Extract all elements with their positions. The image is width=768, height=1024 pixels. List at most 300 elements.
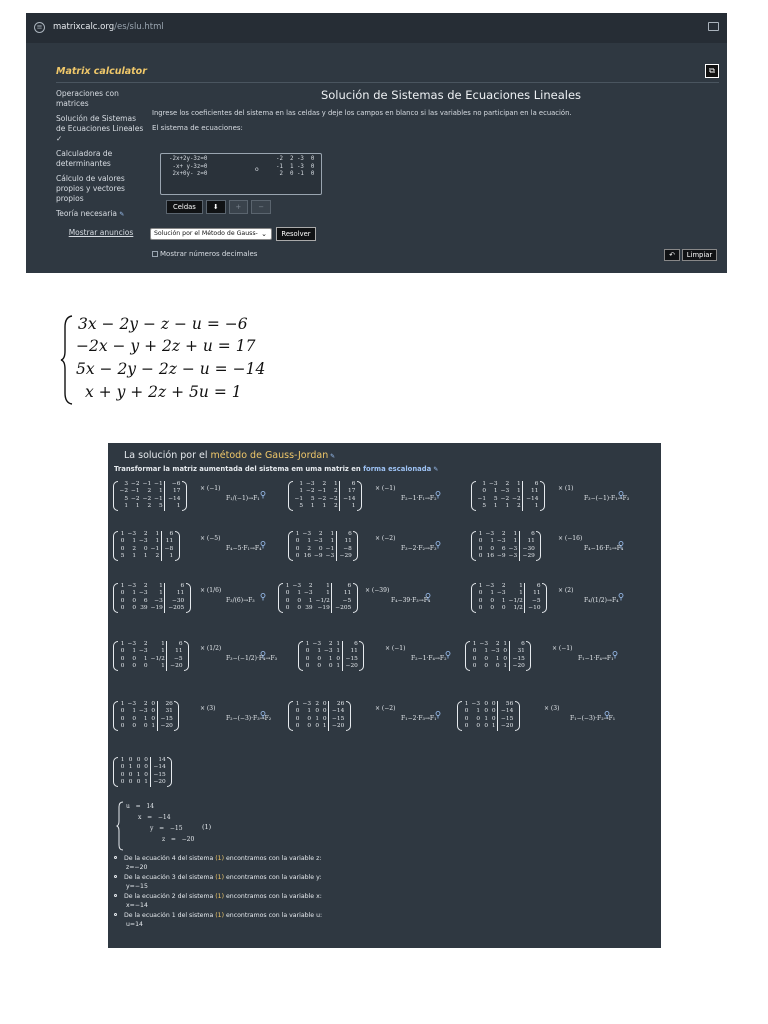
matrix-cell: −2 (131, 481, 140, 487)
matrix-cell: 2 (318, 531, 323, 537)
system-reference-label: (1) (202, 823, 212, 831)
matrix-cell: −1 (142, 481, 152, 487)
matrix-paren (113, 641, 118, 671)
matrix-cell: −2 (329, 495, 338, 502)
matrix-cell: 1 (161, 648, 165, 655)
matrix-cell: −15 (342, 656, 359, 663)
matrix-cell: 2 (143, 641, 148, 647)
row-multiplier: × (1) (558, 485, 574, 492)
matrix-cell: −15 (150, 772, 167, 779)
matrix-table (303, 641, 359, 671)
matrix-paren (113, 531, 118, 561)
matrix-cell: 6 (523, 481, 540, 488)
download-button[interactable]: ⬇ (206, 200, 226, 214)
info-icon[interactable] (260, 534, 266, 542)
matrix-row (283, 590, 353, 597)
matrix-cell: 2 (516, 503, 521, 510)
clear-button[interactable]: Limpiar (682, 249, 717, 261)
equations-textarea[interactable] (160, 153, 322, 195)
equation-1: 3x − 2y − z − u = −6 (78, 315, 248, 333)
matrix-cell: 56 (498, 701, 515, 708)
augmented-matrix (118, 641, 184, 671)
row-multiplier: × (2) (558, 587, 574, 594)
matrix-cell: 1 (493, 503, 498, 510)
row-operation: F₃−2·F₂→F₃ (401, 545, 437, 552)
matrix-cell: 0 (478, 538, 483, 545)
matrix-paren (515, 701, 520, 731)
matrix-cell: 0 (478, 545, 483, 552)
matrix-cell: 1 (336, 648, 341, 655)
matrix-cell: 3 (124, 481, 129, 487)
matrix-paren (167, 757, 172, 787)
matrix-cell: 1 (503, 641, 508, 647)
matrix-cell: −3 (127, 583, 137, 589)
matrix-cell: −14 (523, 496, 540, 503)
matrix-row (293, 531, 353, 538)
sidebar-item-linear-systems[interactable]: Solución de Sistemas de Ecuaciones Lineales ✓ (56, 114, 144, 143)
method-select[interactable]: Solución por el Método de Gauss- ⌄ (150, 228, 272, 240)
info-icon[interactable] (604, 704, 610, 712)
matrix-row (118, 488, 182, 495)
solution-title: La solución por el método de Gauss-Jordan ✎ (124, 450, 336, 461)
matrix-row (118, 503, 182, 510)
matrix-cell: 0 (484, 655, 489, 662)
matrix-paren (471, 583, 476, 613)
matrix-cell: 0 (295, 715, 300, 722)
matrix-cell: 0 (136, 757, 141, 763)
matrix-cell: 2 (147, 503, 152, 510)
matrix-cell: 0 (120, 715, 125, 722)
solution-subtitle: Transformar la matriz aumentada del sistema em uma matriz en forma escalonada ✎ (114, 465, 439, 473)
matrix-cell: −5 (332, 598, 353, 605)
matrix-cell: −1 (131, 488, 140, 495)
matrix-cell: 0 (491, 708, 496, 715)
matrix-cell: −15 (509, 656, 526, 663)
open-in-tab-icon[interactable] (708, 22, 719, 31)
matrix-cell: 0 (322, 701, 327, 707)
matrix-cell: −1 (477, 495, 487, 502)
matrix-cell: 1 (326, 590, 330, 597)
matrix-paren (465, 641, 470, 671)
matrix-cell: 2 (143, 701, 148, 707)
matrix-cell: 1 (333, 481, 338, 487)
matrix-cell: −1 (150, 545, 160, 552)
matrix-table (476, 583, 542, 613)
matrix-paren (471, 531, 476, 561)
matrix-cell: 1 (516, 488, 521, 495)
row-multiplier: × (−2) (375, 705, 396, 712)
matrix-cell: 0 (120, 663, 125, 670)
info-icon[interactable] (618, 484, 624, 492)
url-text[interactable]: matrixcalc.org/es/slu.html (53, 22, 164, 32)
matrix-table (283, 583, 353, 613)
matrix-cell: 11 (161, 538, 175, 545)
matrix-cell: 1 (505, 503, 510, 510)
matrix-row (293, 701, 346, 708)
final-system (116, 801, 216, 851)
list-item: De la ecuación 4 del sistema (1) encontramos con la variable z: z=−20 (114, 855, 654, 871)
matrix-cell: −5 (167, 656, 184, 663)
matrix-paren (182, 481, 187, 511)
solution-screenshot (108, 443, 661, 948)
matrix-cell: 0 (120, 764, 125, 771)
matrix-cell: 1 (155, 538, 160, 545)
matrix-cell: 0 (317, 663, 322, 670)
matrix-cell: 5 (299, 503, 304, 510)
row-multiplier: × (1/2) (200, 645, 222, 652)
matrix-cell: 11 (332, 590, 353, 597)
matrix-cell: −20 (498, 723, 515, 730)
matrix-cell: 0 (322, 708, 327, 715)
matrix-cell: −1/2 (508, 597, 523, 604)
matrix-row (462, 716, 515, 723)
matrix-cell: 26 (329, 701, 346, 708)
matrix-cell: 0 (295, 553, 300, 560)
matrix-cell: 2 (143, 531, 148, 537)
info-icon[interactable] (435, 534, 441, 542)
matrix-cell: 0 (464, 708, 469, 715)
matrix-cell: 0 (472, 655, 477, 662)
row-operation: F₂−1·F₁→F₂ (401, 495, 437, 502)
matrix-cell: 1 (315, 715, 320, 722)
matrix-paren (288, 701, 293, 731)
matrix-row (293, 538, 353, 545)
matrix-paren (288, 481, 293, 511)
matrix-cell: 1 (143, 655, 148, 662)
matrix-cell: 6 (332, 583, 353, 590)
matrix-cell: 0 (318, 545, 323, 552)
matrix-cell: 39 (305, 605, 313, 612)
matrix-cell: −30 (519, 546, 536, 553)
matrix-cell: 0 (132, 597, 137, 604)
undo-button[interactable]: ↶ (664, 249, 680, 261)
row-operation: F₄−5·F₁→F₄ (226, 545, 262, 552)
matrix-cell: −205 (332, 605, 353, 612)
matrix-row (476, 598, 542, 605)
matrix-cell: 0 (151, 715, 156, 722)
matrix-cell: 0 (478, 597, 483, 604)
matrix-cell: 6 (336, 531, 353, 538)
row-operation: F₄−16·F₂→F₄ (584, 545, 624, 552)
matrix-cell: 6 (340, 481, 357, 488)
matrix-cell: −3 (325, 553, 335, 560)
matrix-cell: −3 (306, 481, 315, 487)
matrix-cell: −3 (508, 553, 518, 560)
matrix-cell: 1 (305, 641, 310, 647)
add-button[interactable]: + (229, 200, 249, 214)
row-multiplier: × (3) (544, 705, 560, 712)
row-multiplier: × (−1) (552, 645, 573, 652)
matrix-cell: 0 (478, 605, 483, 612)
sidebar-item-theory[interactable]: Teoría necesaria ✎ (56, 209, 125, 218)
header-divider (56, 82, 719, 83)
sidebar-item-matrix-ops[interactable]: Operaciones con matrices (56, 89, 119, 108)
info-icon[interactable] (445, 644, 451, 652)
matrix-cell: 0 (144, 757, 148, 763)
matrix-cell: 1 (501, 597, 506, 604)
browser-url-bar[interactable] (26, 13, 727, 43)
matrix-cell: 0 (136, 764, 141, 771)
matrix-cell: −3 (139, 590, 148, 597)
matrix-cell: −2 (512, 495, 521, 502)
echelon-form-link[interactable]: forma escalonada (363, 465, 432, 473)
matrix-cell: 1 (132, 708, 137, 715)
final-eq-1: u = 14 (126, 803, 154, 810)
matrix-cell: −10 (525, 605, 542, 612)
matrix-cell: −14 (498, 708, 515, 715)
show-ads-link[interactable]: Mostrar anuncios (68, 228, 134, 237)
matrix-cell: −2 (500, 495, 510, 502)
matrix-row (476, 481, 540, 488)
matrix-table (118, 531, 175, 561)
info-icon[interactable] (435, 704, 441, 712)
matrix-cell: 0 (484, 708, 489, 715)
row-multiplier: × (1/6) (200, 587, 222, 594)
decimals-checkbox[interactable] (152, 251, 158, 257)
matrix-table (118, 583, 186, 613)
matrix-cell: 11 (342, 648, 359, 655)
textarea-or-label: o (255, 166, 259, 173)
matrix-row (462, 701, 515, 708)
row-operation: F₂−(−3)·F₃→F₂ (226, 715, 272, 722)
row-operation: F₄−39·F₃→F₄ (391, 597, 431, 604)
matrix-cell: −20 (157, 723, 174, 730)
augmented-matrix (293, 701, 346, 731)
matrix-cell: 0 (120, 538, 125, 545)
matrix-cell: 0 (317, 655, 322, 662)
remove-button[interactable]: − (251, 200, 271, 214)
matrix-cell: 1 (330, 531, 335, 537)
textarea-equations: -2x+2y-3z=0 -x+ y-3z=0 2x+0y- z=0 (169, 156, 208, 178)
gauss-jordan-link[interactable]: método de Gauss-Jordan (210, 450, 329, 461)
matrix-cell: 0 (151, 701, 156, 707)
matrix-cell: 1 (161, 663, 165, 670)
matrix-cell: 6 (167, 641, 184, 648)
matrix-cell: 2 (308, 583, 313, 589)
matrix-paren (175, 531, 180, 561)
matrix-cell: 1 (328, 655, 333, 662)
matrix-cell: 0 (285, 605, 290, 612)
matrix-cell: 2 (333, 488, 338, 495)
list-item: De la ecuación 3 del sistema (1) encontramos con la variable y: y=−15 (114, 874, 654, 890)
matrix-cell: 1 (472, 641, 477, 647)
matrix-row (118, 598, 186, 605)
row-operation: F₃/(6)→F₃ (226, 597, 255, 604)
matrix-cell: 0 (484, 701, 489, 707)
matrix-cell: −20 (167, 663, 184, 670)
list-item: De la ecuación 2 del sistema (1) encontramos con la variable x: x=−14 (114, 893, 654, 909)
matrix-cell: 0 (297, 597, 302, 604)
info-icon[interactable] (618, 586, 624, 594)
matrix-cell: −1 (154, 481, 163, 487)
matrix-cell: 1 (161, 553, 175, 560)
matrix-paren (186, 583, 191, 613)
matrix-cell: 2 (315, 701, 320, 707)
calculator-screenshot (26, 13, 727, 273)
matrix-row (283, 598, 353, 605)
matrix-cell: 1/2 (513, 605, 523, 612)
matrix-cell: 1 (340, 503, 357, 510)
matrix-table (293, 531, 353, 561)
equation-4: x + y + 2z + 5u = 1 (85, 383, 242, 401)
matrix-row (476, 546, 536, 553)
menu-icon[interactable]: ⧉ (705, 64, 719, 78)
decimals-toggle[interactable]: Mostrar números decimales (152, 250, 257, 258)
matrix-cell: 0 (295, 723, 300, 730)
matrix-cell: −3 (497, 590, 506, 597)
matrix-cell: 0 (132, 663, 137, 670)
matrix-cell: 1 (317, 648, 322, 655)
matrix-cell: 1 (143, 553, 148, 560)
matrix-cell: 11 (519, 538, 536, 545)
matrix-cell: −3 (127, 641, 137, 647)
matrix-cell: 1 (120, 757, 125, 763)
matrix-cell: 0 (295, 545, 300, 552)
matrix-cell: 0 (120, 590, 125, 597)
sidebar-item-eigenvalues[interactable]: Cálculo de valores propios y vectores propios (56, 174, 125, 203)
matrix-cell: 0 (305, 663, 310, 670)
matrix-cell: 0 (472, 663, 477, 670)
matrix-cell: 1 (513, 538, 518, 545)
matrix-table (470, 641, 526, 671)
matrix-cell: −3 (302, 701, 312, 707)
matrix-cell: −3 (491, 648, 500, 655)
matrix-cell: 0 (120, 605, 125, 612)
matrix-row (118, 583, 186, 590)
matrix-cell: 0 (484, 723, 489, 730)
matrix-row (118, 605, 186, 612)
matrix-table (293, 481, 357, 511)
matrix-cell: 0 (464, 715, 469, 722)
info-icon[interactable] (260, 644, 266, 652)
matrix-cell: −20 (509, 663, 526, 670)
matrix-cell: 0 (464, 723, 469, 730)
matrix-paren (298, 641, 303, 671)
matrix-cell: −3 (324, 648, 333, 655)
matrix-paren (278, 583, 283, 613)
matrix-table (476, 531, 536, 561)
sidebar-item-determinants[interactable]: Calculadora de determinantes (56, 149, 113, 168)
matrix-cell: 2 (307, 545, 312, 552)
matrix-cell: 0 (307, 723, 312, 730)
row-multiplier: × (−1) (375, 485, 396, 492)
matrix-cell: −14 (150, 764, 167, 771)
matrix-cell: 1 (299, 481, 304, 487)
matrix-cell: 0 (305, 648, 310, 655)
augmented-matrix (470, 641, 526, 671)
matrix-row (118, 779, 167, 786)
matrix-cell: 6 (165, 583, 186, 590)
site-settings-icon[interactable]: ≡ (34, 22, 45, 33)
matrix-cell: −3 (497, 538, 506, 545)
cells-button[interactable]: Celdas (166, 200, 203, 214)
matrix-cell: 1 (330, 538, 335, 545)
matrix-paren (184, 641, 189, 671)
row-operation: F₃−(−1)·F₁→F₃ (584, 495, 630, 502)
matrix-paren (357, 481, 362, 511)
matrix-cell: 1 (310, 503, 315, 510)
matrix-cell: 1 (482, 481, 487, 487)
matrix-row (476, 496, 540, 503)
matrix-row (293, 546, 353, 553)
matrix-cell: 39 (140, 605, 148, 612)
augmented-matrix (476, 481, 540, 511)
matrix-row (118, 496, 182, 503)
matrix-cell: 0 (120, 771, 125, 778)
matrix-cell: −3 (139, 538, 148, 545)
matrix-cell: 1 (503, 663, 508, 670)
matrix-row (118, 656, 184, 663)
matrix-cell: −2 (142, 495, 152, 502)
final-eq-3: y = −15 (150, 825, 183, 832)
matrix-cell: 0 (495, 663, 500, 670)
matrix-row (470, 656, 526, 663)
matrix-cell: 0 (120, 655, 125, 662)
matrix-cell: 1 (158, 488, 163, 495)
matrix-row (462, 708, 515, 715)
row-operation: F₁−(−3)·F₂→F₁ (570, 715, 616, 722)
matrix-cell: 2 (132, 545, 137, 552)
info-icon[interactable] (612, 644, 618, 652)
matrix-row (118, 757, 167, 764)
matrix-paren (174, 701, 179, 731)
matrix-cell: 1 (513, 531, 518, 537)
matrix-cell: −3 (500, 488, 510, 495)
matrix-cell: 0 (472, 648, 477, 655)
matrix-cell: −20 (150, 779, 167, 786)
matrix-cell: 1 (159, 590, 163, 597)
matrix-row (118, 663, 184, 670)
augmented-matrix (476, 531, 536, 561)
info-icon[interactable] (435, 484, 441, 492)
matrix-cell: 1 (151, 723, 156, 730)
final-eq-2: x = −14 (138, 814, 171, 821)
matrix-cell: 0 (128, 779, 133, 786)
matrix-cell: 1 (308, 597, 313, 604)
augmented-matrix (118, 701, 174, 731)
final-brace (116, 801, 124, 851)
matrix-cell: 0 (491, 701, 496, 707)
matrix-row (118, 764, 167, 771)
matrix-cell: −15 (329, 716, 346, 723)
info-icon[interactable] (618, 534, 624, 542)
matrix-cell: 1 (295, 531, 300, 537)
matrix-cell: 0 (482, 488, 487, 495)
info-icon[interactable] (260, 586, 266, 594)
matrix-row (303, 663, 359, 670)
info-icon[interactable] (260, 704, 266, 712)
matrix-cell: 0 (120, 779, 125, 786)
matrix-paren (113, 701, 118, 731)
matrix-cell: −3 (471, 701, 481, 707)
matrix-cell: 2 (328, 641, 333, 647)
matrix-cell: −2 (119, 488, 129, 495)
info-icon[interactable] (260, 484, 266, 492)
matrix-cell: 6 (342, 641, 359, 648)
matrix-cell: 2 (147, 488, 152, 495)
matrix-table (118, 641, 184, 671)
matrix-cell: 5 (124, 495, 129, 502)
matrix-row (470, 663, 526, 670)
matrix-cell: 0 (315, 723, 320, 730)
matrix-row (118, 590, 186, 597)
matrix-cell: 0 (128, 771, 133, 778)
matrix-table (462, 701, 515, 731)
matrix-row (476, 538, 536, 545)
info-icon[interactable] (425, 586, 431, 594)
solve-button[interactable]: Resolver (276, 227, 316, 241)
left-brace (60, 315, 74, 405)
